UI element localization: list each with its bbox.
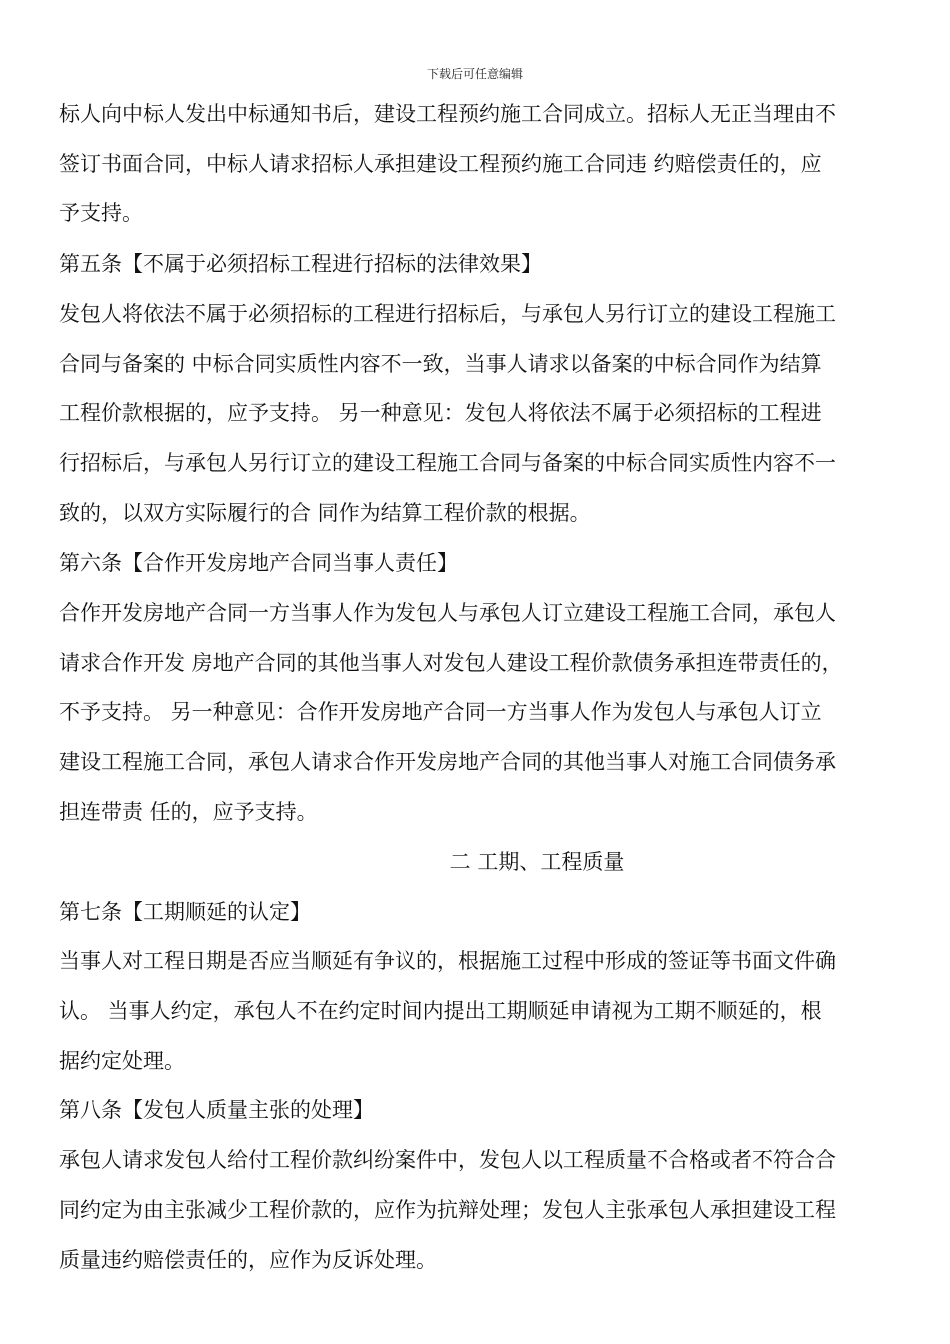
text-line: 担连带责 任的，应予支持。 [59,800,318,824]
text-line: 标人向中标人发出中标通知书后，建设工程预约施工合同成立。招标人无正当理由不 [59,102,836,126]
section-heading: 二 工期、工程质量 [449,850,625,874]
text-line: 行招标后，与承包人另行订立的建设工程施工合同与备案的中标合同实质性内容不一 [59,451,836,475]
text-line: 认。 当事人约定，承包人不在约定时间内提出工期顺延申请视为工期不顺延的，根 [59,999,822,1023]
text-line: 工程价款根据的，应予支持。 另一种意见：发包人将依法不属于必须招标的工程进 [59,401,822,425]
article-heading-8: 第八条【发包人质量主张的处理】 [59,1098,374,1122]
text-line: 建设工程施工合同，承包人请求合作开发房地产合同的其他当事人对施工合同债务承 [59,750,836,774]
text-line: 合同与备案的 中标合同实质性内容不一致，当事人请求以备案的中标合同作为结算 [59,352,822,376]
text-line: 同约定为由主张减少工程价款的，应作为抗辩处理；发包人主张承包人承担建设工程 [59,1198,836,1222]
text-line: 质量违约赔偿责任的，应作为反诉处理。 [59,1248,437,1272]
text-line: 承包人请求发包人给付工程价款纠纷案件中，发包人以工程质量不合格或者不符合合 [59,1148,836,1172]
text-line: 发包人将依法不属于必须招标的工程进行招标后，与承包人另行订立的建设工程施工 [59,302,836,326]
article-heading-6: 第六条【合作开发房地产合同当事人责任】 [59,551,458,575]
text-line: 致的，以双方实际履行的合 同作为结算工程价款的根据。 [59,501,591,525]
article-heading-5: 第五条【不属于必须招标工程进行招标的法律效果】 [59,252,542,276]
text-line: 合作开发房地产合同一方当事人作为发包人与承包人订立建设工程施工合同，承包人 [59,601,836,625]
page-header: 下载后可任意编辑 [426,67,523,81]
text-line: 当事人对工程日期是否应当顺延有争议的，根据施工过程中形成的签证等书面文件确 [59,949,836,973]
text-line: 予支持。 [59,201,143,225]
text-line: 据约定处理。 [59,1049,185,1073]
text-line: 签订书面合同，中标人请求招标人承担建设工程预约施工合同违 约赔偿责任的，应 [59,152,822,176]
text-line: 请求合作开发 房地产合同的其他当事人对发包人建设工程价款债务承担连带责任的， [59,651,843,675]
text-line: 不予支持。 另一种意见：合作开发房地产合同一方当事人作为发包人与承包人订立 [59,700,822,724]
article-heading-7: 第七条【工期顺延的认定】 [59,900,311,924]
